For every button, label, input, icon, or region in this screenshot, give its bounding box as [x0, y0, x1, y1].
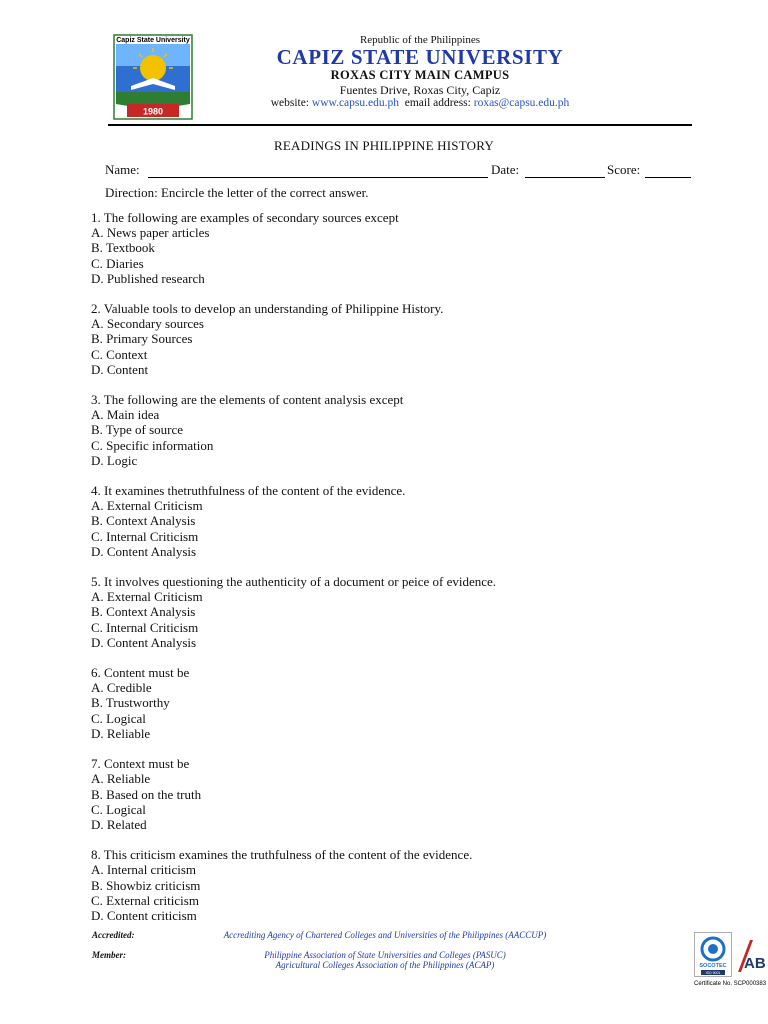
- document-header: [0, 0, 768, 125]
- socotec-icon-core: [708, 944, 718, 954]
- website-link[interactable]: www.capsu.edu.ph: [311, 97, 399, 109]
- name-label: Name:: [105, 162, 140, 177]
- date-field-line[interactable]: [525, 177, 605, 178]
- member-line-2: Agricultural Colleges Association of the Philippines (ACAP): [275, 960, 495, 970]
- certification-marks: [694, 932, 768, 988]
- option[interactable]: B. Type of source: [91, 422, 183, 438]
- question-text: 2. Valuable tools to develop an understanding of Philippine History.: [91, 301, 444, 317]
- question-text: 4. It examines thetruthfulness of the content of the evidence.: [91, 483, 406, 499]
- certificate-number: Certificate No. SCP000383: [694, 981, 767, 987]
- campus-name: ROXAS CITY MAIN CAMPUS: [330, 68, 510, 82]
- question-7: [91, 756, 731, 832]
- option[interactable]: C. Internal Criticism: [91, 528, 199, 544]
- score-label: Score:: [607, 162, 641, 177]
- question-text: 1. The following are examples of secondary sources except: [91, 210, 399, 225]
- option[interactable]: D. Content criticism: [91, 907, 197, 923]
- question-3: [91, 392, 731, 468]
- option[interactable]: C. Internal Criticism: [91, 619, 199, 635]
- iso-text: ISO 9001: [705, 971, 721, 975]
- question-list: [91, 210, 731, 938]
- option[interactable]: B. Primary Sources: [91, 331, 193, 347]
- exam-title: READINGS IN PHILIPPINE HISTORY: [274, 138, 494, 153]
- campus-address: Fuentes Drive, Roxas City, Capiz: [339, 83, 501, 97]
- question-text: 8. This criticism examines the truthfulness of the content of the evidence.: [91, 847, 473, 863]
- option[interactable]: C. Logical: [91, 710, 146, 726]
- email-label: email address:: [404, 97, 471, 109]
- university-logo: [113, 34, 193, 120]
- question-2: [91, 301, 731, 377]
- ab-logo-text: AB: [744, 955, 766, 972]
- option[interactable]: D. Published research: [91, 270, 205, 286]
- option[interactable]: A. News paper articles: [91, 225, 210, 241]
- option[interactable]: C. Specific information: [91, 437, 214, 453]
- republic-line: Republic of the Philippines: [359, 34, 481, 46]
- option[interactable]: B. Trustworthy: [91, 695, 170, 711]
- accredited-label: Accredited:: [92, 930, 135, 940]
- socotec-text: SOCOTEC: [699, 963, 727, 969]
- option[interactable]: D. Logic: [91, 452, 138, 468]
- question-8: [91, 847, 731, 923]
- option[interactable]: B. Textbook: [91, 240, 155, 256]
- option[interactable]: D. Content Analysis: [91, 543, 197, 559]
- option[interactable]: A. Internal criticism: [91, 862, 197, 878]
- email-link[interactable]: roxas@capsu.edu.ph: [473, 97, 570, 109]
- website-label: website:: [270, 97, 310, 109]
- question-4: [91, 483, 731, 559]
- logo-text: Capiz State University: [116, 37, 190, 44]
- score-field-line[interactable]: [645, 177, 691, 178]
- option[interactable]: D. Related: [91, 816, 147, 832]
- date-label: Date:: [491, 162, 520, 177]
- logo-year: 1980: [142, 106, 164, 117]
- option[interactable]: A. Secondary sources: [91, 316, 204, 332]
- contact-line: [220, 97, 620, 109]
- name-field-line[interactable]: [148, 177, 488, 178]
- option[interactable]: B. Based on the truth: [91, 786, 202, 802]
- option[interactable]: C. Logical: [91, 801, 146, 817]
- option[interactable]: D. Content: [91, 361, 149, 377]
- option[interactable]: B. Context Analysis: [91, 513, 196, 529]
- option[interactable]: A. Main idea: [91, 407, 160, 423]
- option[interactable]: D. Reliable: [91, 725, 151, 741]
- option[interactable]: D. Content Analysis: [91, 634, 197, 650]
- question-6: [91, 665, 731, 741]
- option[interactable]: B. Showbiz criticism: [91, 877, 201, 893]
- university-name: CAPIZ STATE UNIVERSITY: [276, 45, 564, 69]
- question-text: 5. It involves questioning the authenticity of a document or peice of evidence.: [91, 574, 497, 590]
- accredited-text: Accrediting Agency of Chartered Colleges and Universities of the Philippines (AACCUP): [223, 930, 547, 940]
- member-label: Member:: [92, 950, 126, 960]
- option[interactable]: C. Context: [91, 346, 148, 362]
- option[interactable]: A. Credible: [91, 680, 152, 696]
- option[interactable]: C. Diaries: [91, 255, 144, 271]
- question-text: 6. Content must be: [91, 665, 190, 681]
- option[interactable]: A. External Criticism: [91, 498, 203, 514]
- question-text: 7. Context must be: [91, 756, 190, 772]
- direction-text: Direction: Encircle the letter of the correct answer.: [105, 185, 369, 200]
- question-5: [91, 574, 731, 650]
- option[interactable]: A. Reliable: [91, 771, 151, 787]
- question-text: 3. The following are the elements of content analysis except: [91, 392, 404, 408]
- question-1: [91, 210, 731, 286]
- member-line-1: Philippine Association of State Universities and Colleges (PASUC): [264, 950, 506, 960]
- header-divider: [108, 124, 692, 126]
- option[interactable]: B. Context Analysis: [91, 604, 196, 620]
- option[interactable]: A. External Criticism: [91, 589, 203, 605]
- option[interactable]: C. External criticism: [91, 892, 199, 908]
- document-footer: [0, 926, 768, 1024]
